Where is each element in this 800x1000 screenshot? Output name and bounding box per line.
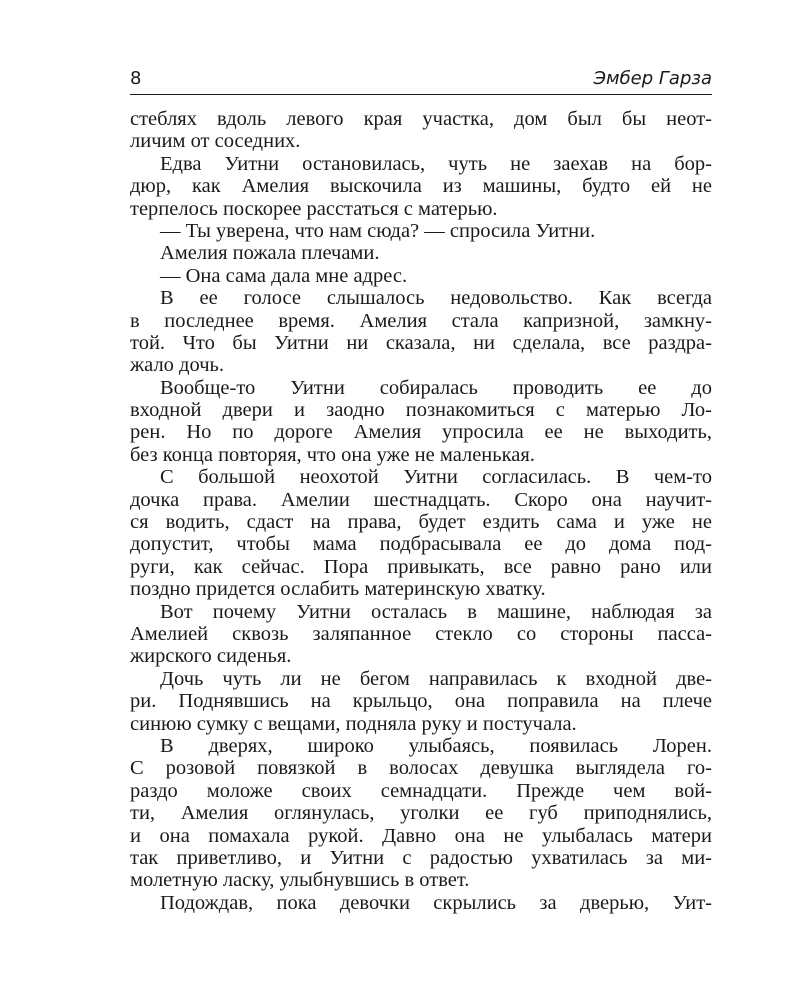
text-line: — Она сама дала мне адрес. — [160, 264, 408, 287]
text-line: рен. Но по дороге Амелия упросила ее не выходить, — [130, 421, 712, 444]
text-line: В ее голосе слышалось недовольство. Как всегда — [160, 287, 712, 310]
text-line: Вообще-то Уитни собиралась проводить ее до — [160, 376, 712, 399]
page-header — [130, 66, 712, 95]
text-line: С розовой повязкой в волосах девушка выглядела го- — [130, 757, 712, 780]
text-line: поздно придется ослабить материнскую хватку. — [130, 578, 546, 601]
text-line: Вот почему Уитни осталась в машине, наблюдая за — [160, 600, 712, 623]
text-line: молетную ласку, улыбнувшись в ответ. — [130, 869, 470, 892]
text-line: ся водить, сдаст на права, будет ездить сама и уже не — [130, 511, 712, 534]
text-line: стеблях вдоль левого края участка, дом был бы неот- — [130, 108, 712, 130]
text-line: без конца повторяя, что она уже не маленькая. — [130, 443, 535, 466]
text-line: ри. Поднявшись на крыльцо, она поправила на плече — [130, 690, 712, 713]
running-title: Эмбер Гарза — [593, 68, 712, 89]
text-line: и она помахала рукой. Давно она не улыбалась матери — [130, 824, 712, 847]
text-line: Едва Уитни остановилась, чуть не заехав на бор- — [160, 152, 712, 175]
text-line: той. Что бы Уитни ни сказала, ни сделала, все раздра- — [130, 331, 712, 354]
body-text — [130, 108, 712, 914]
text-line: жало дочь. — [130, 354, 224, 377]
text-line: С большой неохотой Уитни согласилась. В чем-то — [160, 466, 712, 489]
text-line: Амелия пожала плечами. — [160, 242, 380, 265]
text-line: дочка права. Амелии шестнадцать. Скоро она научит- — [130, 488, 712, 511]
text-line: синюю сумку с вещами, подняла руку и постучала. — [130, 712, 577, 735]
page-number: 8 — [130, 68, 142, 89]
text-line: входной двери и заодно познакомиться с матерью Ло- — [130, 399, 712, 422]
text-line: В дверях, широко улыбаясь, появилась Лорен. — [160, 734, 712, 757]
text-line: руги, как сейчас. Пора привыкать, все равно рано или — [130, 555, 712, 578]
text-line: Подождав, пока девочки скрылись за дверью, Уит- — [160, 891, 712, 914]
text-line: Дочь чуть ли не бегом направилась к входной две- — [160, 667, 712, 690]
text-line: раздо моложе своих семнадцати. Прежде чем вой- — [130, 779, 712, 802]
text-line: дюр, как Амелия выскочила из машины, будто ей не — [130, 175, 712, 198]
text-line: личим от соседних. — [130, 130, 301, 153]
text-line: допустит, чтобы мама подбрасывала ее до дома под- — [130, 533, 712, 556]
text-line: жирского сиденья. — [130, 645, 292, 668]
text-line: терпелось поскорее расстаться с матерью. — [130, 197, 498, 220]
text-line: в последнее время. Амелия стала капризной, замкну- — [130, 309, 712, 332]
text-line: — Ты уверена, что нам сюда? — спросила Уитни. — [160, 219, 596, 242]
text-line: ти, Амелия оглянулась, уголки ее губ приподнялись, — [130, 802, 712, 825]
text-line: Амелией сквозь заляпанное стекло со стороны пасса- — [130, 622, 712, 645]
text-line: так приветливо, и Уитни с радостью ухватилась за ми- — [130, 846, 712, 869]
